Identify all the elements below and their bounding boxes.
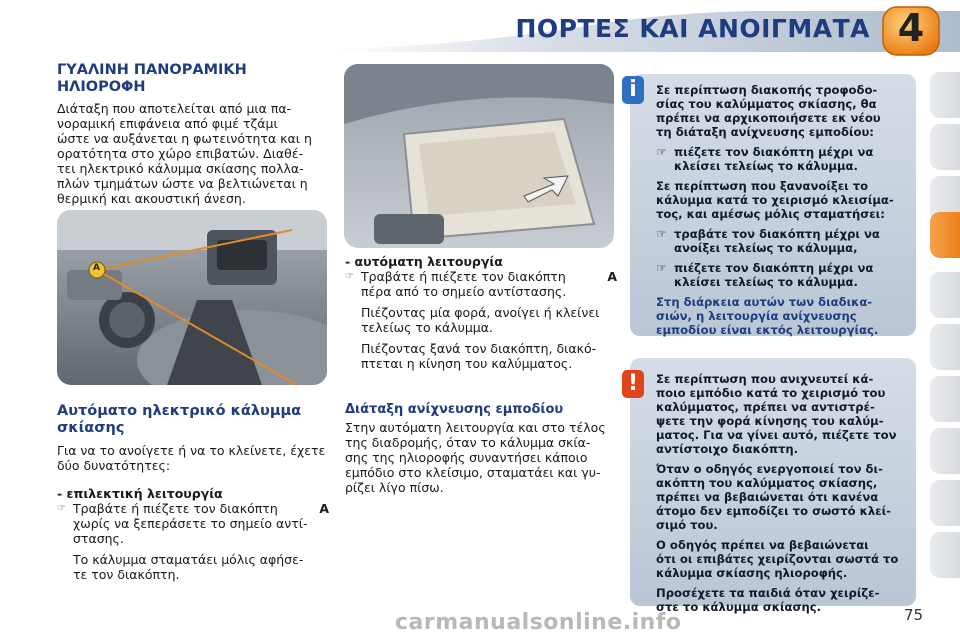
- text-line: Διάταξη που αποτελείται από μια πα-: [57, 101, 292, 116]
- text-line: Προσέχετε τα παιδιά όταν χειρίζε-: [656, 586, 880, 600]
- text-line: τραβάτε τον διακόπτη μέχρι να: [674, 227, 880, 241]
- text-line: πρέπει να αρχικοποιήσετε εκ νέου: [656, 111, 881, 125]
- pointer-icon: ☞: [57, 503, 66, 514]
- text-line: κάλυμμα σκίασης ηλιοροφής.: [656, 566, 848, 580]
- text-line: σιμό του.: [656, 518, 718, 532]
- text-line: δύο δυνατότητες:: [57, 458, 171, 473]
- text-line: θερμική και ακουστική άνεση.: [57, 191, 246, 206]
- text-line: πρέπει να βεβαιώνεται ότι κανένα: [656, 490, 879, 504]
- side-tab-2[interactable]: [930, 124, 960, 170]
- text-line: τει ηλεκτρικό κάλυμμα σκίασης πολλα-: [57, 161, 304, 176]
- text-line: ματος. Για να γίνει αυτό, πιέζετε τον: [656, 428, 897, 442]
- side-tab-7[interactable]: [930, 376, 960, 422]
- text-line: Σε περίπτωση που ξανανοίξει το: [656, 179, 869, 193]
- text-line: ορατότητα στο χώρο επιβατών. Διαθέ-: [57, 146, 304, 161]
- text-line: Για να το ανοίγετε ή να το κλείνετε, έχετε: [57, 443, 326, 458]
- info-icon: i: [622, 76, 644, 104]
- text-line: ακόπτη του καλύμματος σκίασης,: [656, 476, 878, 490]
- switch-label: A: [319, 501, 329, 516]
- switch-label: A: [607, 269, 617, 284]
- text-line: ποιο εμπόδιο κατά το χειρισμό του: [656, 386, 886, 400]
- text-line: άτομο δεν εμποδίζει το σωστό κλεί-: [656, 504, 891, 518]
- sunroof-photo: [344, 64, 614, 248]
- text-line: Τραβάτε ή πιέζετε τον διακόπτη: [361, 269, 566, 284]
- text-line: πτεται η κίνηση του καλύμματος.: [361, 356, 573, 371]
- text-line: τε τον διακόπτη.: [73, 567, 180, 582]
- side-tab-6[interactable]: [930, 324, 960, 370]
- text-line: εμποδίου είναι εκτός λειτουργίας.: [656, 323, 879, 337]
- warning-icon: !: [622, 370, 644, 398]
- text-line: Όταν ο οδηγός ενεργοποιεί τον δι-: [656, 462, 883, 476]
- text-line: Ο οδηγός πρέπει να βεβαιώνεται: [656, 538, 869, 552]
- text-line: Πιέζοντας ξανά τον διακόπτη, διακό-: [361, 341, 597, 356]
- pointer-icon: ☞: [656, 145, 667, 159]
- manual-mode: [57, 486, 329, 582]
- page-title: ΠΟΡΤΕΣ ΚΑΙ ΑΝΟΙΓΜΑΤΑ: [515, 14, 870, 43]
- side-tab-10[interactable]: [930, 532, 960, 578]
- side-tab-active[interactable]: [930, 212, 960, 258]
- console-photo: [57, 210, 327, 385]
- text-line: κλείσει τελείως το κάλυμμα.: [674, 275, 858, 289]
- subsection-heading: [57, 403, 327, 437]
- text-line: σης της ηλιοροφής συναντήσει κάποιο: [345, 450, 588, 465]
- antipinch-heading: Διάταξη ανίχνευσης εμποδίου: [345, 402, 564, 417]
- text-line: της διαδρομής, όταν το κάλυμμα σκία-: [345, 435, 591, 450]
- subheading-line: σκίασης: [57, 420, 125, 436]
- photo-label-a: A: [93, 263, 100, 273]
- antipinch-paragraph: [345, 420, 617, 495]
- text-line: σίας του καλύμματος σκίασης, θα: [656, 97, 877, 111]
- warning-box-content: [656, 372, 908, 614]
- text-line: εμπόδιο στο κλείσιμο, σταματάει και γυ-: [345, 465, 601, 480]
- auto-mode: [345, 254, 617, 371]
- text-line: ανοίξει τελείως το κάλυμμα,: [674, 241, 858, 255]
- text-line: πιέζετε τον διακόπτη μέχρι να: [674, 145, 874, 159]
- manual-mode-title: - επιλεκτική λειτουργία: [57, 486, 223, 501]
- side-tab-9[interactable]: [930, 480, 960, 526]
- text-line: Στην αυτόματη λειτουργία και στο τέλος: [345, 420, 606, 435]
- text-line: νοραμική επιφάνεια από φιμέ τζάμι: [57, 116, 278, 131]
- text-line: αντίστοιχο διακόπτη.: [656, 442, 799, 456]
- text-line: Τραβάτε ή πιέζετε τον διακόπτη: [73, 501, 278, 516]
- text-line: στε το κάλυμμα σκίασης.: [656, 600, 822, 614]
- intro-paragraph: [57, 101, 327, 206]
- text-line: ώστε να αυξάνεται η φωτεινότητα και η: [57, 131, 312, 146]
- text-line: τη διάταξη ανίχνευσης εμποδίου:: [656, 125, 874, 139]
- text-line: χωρίς να ξεπεράσετε το σημείο αντί-: [73, 516, 308, 531]
- pointer-icon: ☞: [656, 261, 667, 275]
- text-line: Σε περίπτωση που ανιχνευτεί κά-: [656, 372, 874, 386]
- subsection-intro: [57, 443, 329, 473]
- text-line: πέρα από το σημείο αντίστασης.: [361, 284, 567, 299]
- text-line: ψετε την φορά κίνησης του καλύμ-: [656, 414, 884, 428]
- text-line: τος, και αμέσως μόλις σταματήσει:: [656, 207, 885, 221]
- side-tab-5[interactable]: [930, 272, 960, 318]
- subheading-line: Αυτόματο ηλεκτρικό κάλυμμα: [57, 403, 302, 419]
- text-line: ότι οι επιβάτες χειρίζονται σωστά το: [656, 552, 899, 566]
- info-box-content: [656, 83, 908, 337]
- text-line: ρίζει λίγο πίσω.: [345, 480, 444, 495]
- text-line: πλών τμημάτων ώστε να βελτιώνεται η: [57, 176, 308, 191]
- chapter-number: 4: [897, 6, 925, 50]
- pointer-icon: ☞: [345, 271, 354, 282]
- pointer-icon: ☞: [656, 227, 667, 241]
- text-line: Σε περίπτωση διακοπής τροφοδο-: [656, 83, 878, 97]
- text-line: στασης.: [73, 531, 124, 546]
- auto-mode-title: - αυτόματη λειτουργία: [345, 254, 503, 269]
- section-heading: ΓΥΑΛΙΝΗ ΠΑΝΟΡΑΜΙΚΗ ΗΛΙΟΡΟΦΗ: [57, 62, 247, 95]
- text-line: κλείσει τελείως το κάλυμμα.: [674, 159, 858, 173]
- text-line: Το κάλυμμα σταματάει μόλις αφήσε-: [73, 552, 304, 567]
- text-line: καλύμματος, πρέπει να αντιστρέ-: [656, 400, 875, 414]
- text-line: πιέζετε τον διακόπτη μέχρι να: [674, 261, 874, 275]
- text-line: τελείως το κάλυμμα.: [361, 320, 493, 335]
- watermark: carmanualsonline.info: [395, 610, 682, 635]
- text-line: Στη διάρκεια αυτών των διαδικα-: [656, 295, 873, 309]
- page-number: 75: [904, 606, 924, 624]
- text-line: κάλυμμα κατά το χειρισμό κλεισίμα-: [656, 193, 894, 207]
- text-line: Πιέζοντας μία φορά, ανοίγει ή κλείνει: [361, 305, 600, 320]
- side-tab-8[interactable]: [930, 428, 960, 474]
- text-line: σιών, η λειτουργία ανίχνευσης: [656, 309, 857, 323]
- side-tab-1[interactable]: [930, 72, 960, 118]
